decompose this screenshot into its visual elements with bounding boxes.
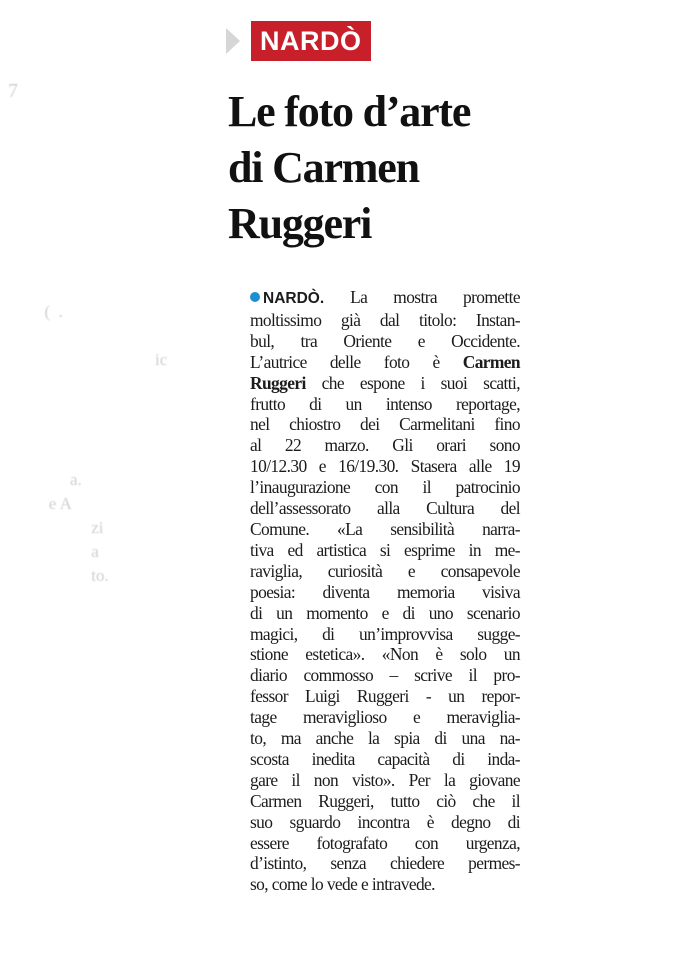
body-line: moltissimo già dal titolo: Instan- (250, 309, 520, 330)
body-line: 10/12.30 e 16/19.30. Stasera alle 19 (250, 456, 520, 477)
body-line: tage meraviglioso e meraviglia- (250, 707, 520, 728)
author-first-name: Carmen (462, 351, 520, 372)
body-line: tiva ed artistica si esprime in me- (250, 539, 520, 560)
body-line: dell’assessorato alla Cultura del (250, 498, 520, 519)
body-line: nel chiostro dei Carmelitani fino (250, 414, 520, 435)
headline-line-3: Ruggeri (228, 199, 372, 248)
body-line: suo sguardo incontra è degno di (250, 811, 520, 832)
headline-line-1: Le foto d’arte (228, 87, 471, 136)
article-body (250, 287, 520, 895)
body-line: poesia: diventa memoria visiva (250, 581, 520, 602)
body-line: diario commosso – scrive il pro- (250, 665, 520, 686)
section-tag (226, 21, 371, 61)
body-line: fessor Luigi Ruggeri - un repor- (250, 686, 520, 707)
body-line: raviglia, curiosità e consapevole (250, 560, 520, 581)
body-line: al 22 marzo. Gli orari sono (250, 435, 520, 456)
body-text: L’autrice delle foto è (250, 351, 440, 372)
author-last-name: Ruggeri (250, 372, 306, 393)
article-headline (228, 84, 648, 252)
body-line (250, 352, 520, 373)
body-line: to, ma anche la spia di una na- (250, 728, 520, 749)
body-line: Comune. «La sensibilità narra- (250, 518, 520, 539)
bleed-through-mark: 7 (8, 80, 18, 102)
body-line: essere fotografato con urgenza, (250, 832, 520, 853)
body-line: frutto di un intenso reportage, (250, 393, 520, 414)
dateline: NARDÒ. (263, 290, 325, 307)
body-line-last: so, come lo vede e intravede. (250, 874, 435, 895)
body-line: di un momento e di uno scenario (250, 602, 520, 623)
body-line: Carmen Ruggeri, tutto ciò che il (250, 790, 520, 811)
headline-line-2: di Carmen (228, 143, 419, 192)
body-line-1 (250, 287, 520, 310)
bullet-dot-icon (250, 292, 260, 302)
arrow-icon (226, 28, 240, 54)
body-line: stione estetica». «Non è solo un (250, 644, 520, 665)
body-line: bul, tra Oriente e Occidente. (250, 330, 520, 351)
body-text: La mostra promette (350, 287, 520, 307)
bleed-through-text: ( . ic a. e A zi a to. (2, 302, 168, 585)
body-line (250, 373, 520, 394)
body-line: magici, di un’improvvisa sugge- (250, 623, 520, 644)
body-text: che espone i suoi scatti, (321, 372, 520, 393)
body-line: scosta inedita capacità di inda- (250, 748, 520, 769)
body-line: l’inaugurazione con il patrocinio (250, 477, 520, 498)
section-label: NARDÒ (251, 21, 371, 61)
body-line: gare il non visto». Per la giovane (250, 769, 520, 790)
body-line: d’istinto, senza chiedere permes- (250, 853, 520, 874)
